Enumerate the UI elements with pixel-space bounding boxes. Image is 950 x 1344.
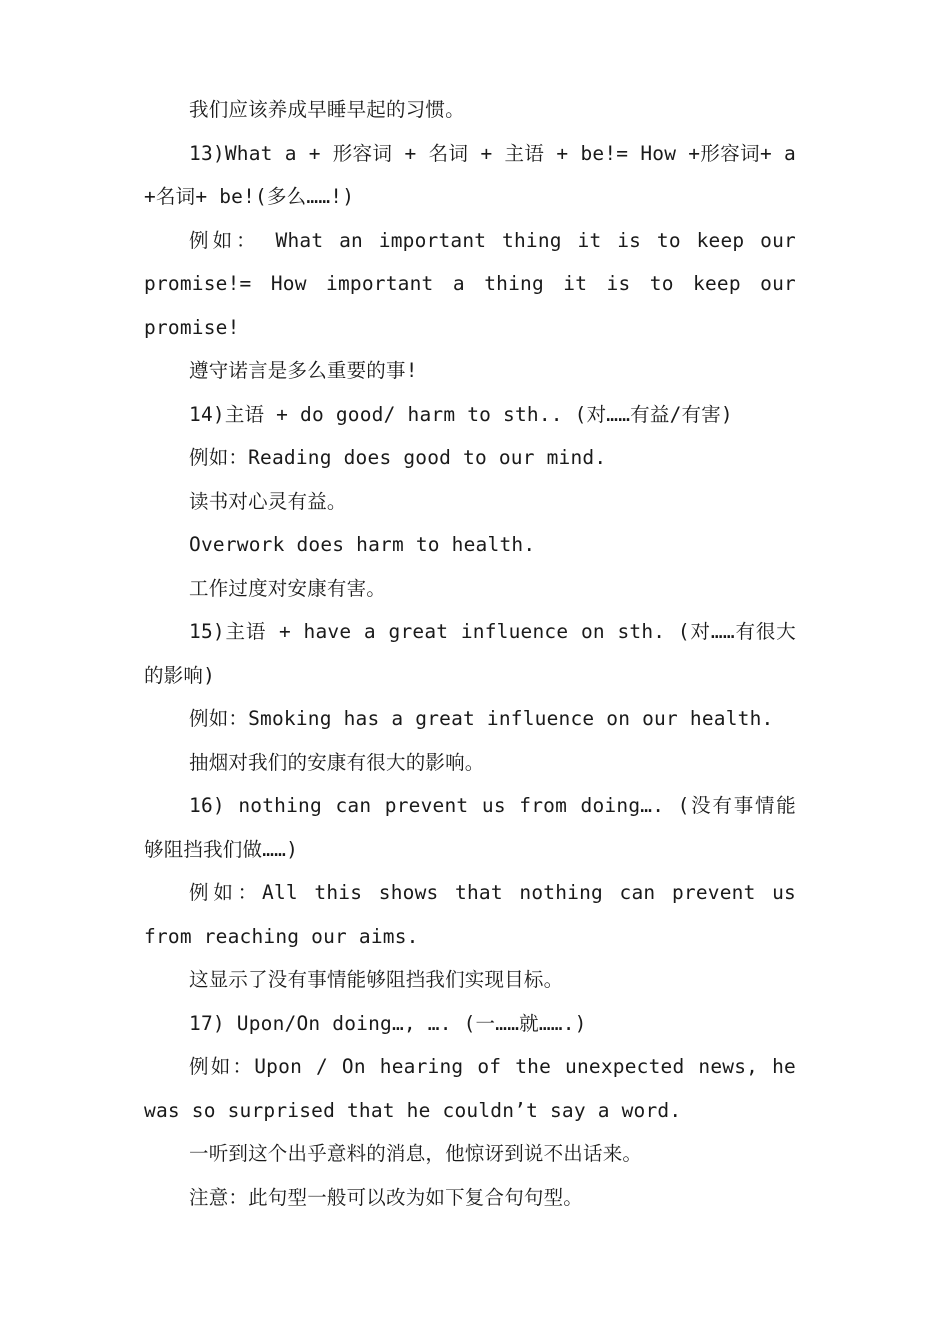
- paragraph-translation-14b: 工作过度对安康有害。: [189, 576, 387, 600]
- paragraph-translation-14a: 读书对心灵有益。: [189, 489, 347, 513]
- paragraph-pattern-15: 15)主语 + have a great influence on sth. (对……有很大的影响): [144, 620, 796, 687]
- paragraph-pattern-16: 16) nothing can prevent us from doing…. (没有事情能够阻挡我们做……): [144, 794, 796, 861]
- paragraph-note: 注意：此句型一般可以改为如下复合句句型。: [189, 1185, 584, 1209]
- paragraph-example-14a: 例如：Reading does good to our mind.: [189, 446, 607, 469]
- paragraph-example-14b: Overwork does harm to health.: [189, 533, 536, 556]
- paragraph-translation-15: 抽烟对我们的安康有很大的影响。: [189, 750, 485, 774]
- paragraph-example-16: 例如：All this shows that nothing can prevent us from reaching our aims.: [144, 881, 796, 948]
- paragraph-example-15: 例如：Smoking has a great influence on our health.: [189, 707, 774, 730]
- paragraph-early-habit-translation: 我们应该养成早睡早起的习惯。: [189, 98, 465, 121]
- paragraph-pattern-14: 14)主语 + do good/ harm to sth.. (对……有益/有害): [189, 402, 733, 426]
- paragraph-example-17: 例如：Upon / On hearing of the unexpected news, he was so surprised that he couldn’t say a word.: [144, 1055, 796, 1122]
- paragraph-example-13: 例如： What an important thing it is to keep our promise!= How important a thing it is to keep our promise!: [144, 228, 796, 339]
- paragraph-translation-16: 这显示了没有事情能够阻挡我们实现目标。: [189, 968, 564, 991]
- paragraph-pattern-17: 17) Upon/On doing…, …. (一……就…….): [189, 1011, 587, 1035]
- document-body: [144, 88, 796, 1219]
- paragraph-pattern-13: 13)What a + 形容词 + 名词 + 主语 + be!= How +形容词+ a +名词+ be!(多么……!): [144, 141, 796, 208]
- paragraph-translation-13: 遵守诺言是多么重要的事!: [189, 359, 418, 382]
- paragraph-translation-17: 一听到这个出乎意料的消息，他惊讶到说不出话来。: [189, 1142, 643, 1165]
